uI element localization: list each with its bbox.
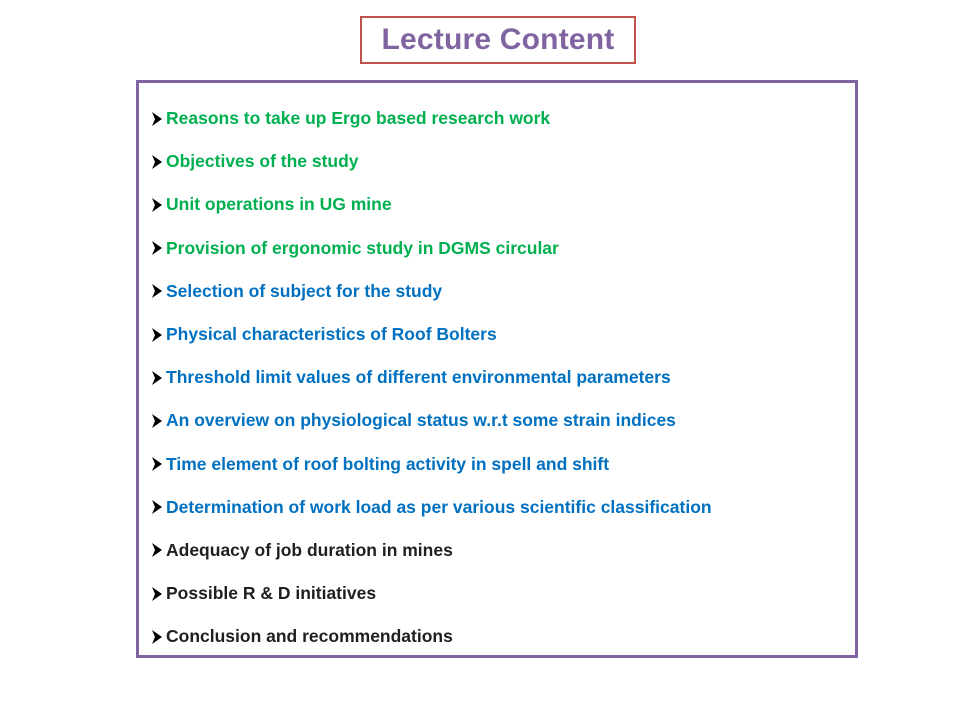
arrowhead-bullet-icon (151, 283, 163, 299)
list-item (151, 183, 847, 226)
arrowhead-bullet-icon (151, 154, 163, 170)
arrowhead-bullet-icon (151, 370, 163, 386)
list-item-label: Objectives of the study (166, 151, 359, 172)
list-item-label: Time element of roof bolting activity in spell and shift (166, 453, 610, 474)
arrowhead-bullet-icon (151, 197, 163, 213)
list-item-label: An overview on physiological status w.r.t some strain indices (166, 410, 676, 431)
list-item (151, 140, 847, 183)
arrowhead-bullet-icon (151, 413, 163, 429)
list-item (151, 399, 847, 442)
list-item (151, 572, 847, 615)
list-item-label: Adequacy of job duration in mines (166, 539, 453, 560)
list-item-label: Physical characteristics of Roof Bolters (166, 324, 497, 345)
lecture-content-list (151, 97, 847, 658)
list-item-label: Threshold limit values of different environmental parameters (166, 367, 671, 388)
list-item-label: Selection of subject for the study (166, 280, 443, 301)
list-item (151, 227, 847, 270)
arrowhead-bullet-icon (151, 240, 163, 256)
list-item-label: Provision of ergonomic study in DGMS circular (166, 237, 559, 258)
arrowhead-bullet-icon (151, 456, 163, 472)
arrowhead-bullet-icon (151, 327, 163, 343)
list-item-label: Reasons to take up Ergo based research work (166, 108, 551, 129)
arrowhead-bullet-icon (151, 629, 163, 645)
content-box (136, 80, 858, 658)
list-item-label: Unit operations in UG mine (166, 194, 392, 215)
list-item (151, 486, 847, 529)
arrowhead-bullet-icon (151, 499, 163, 515)
list-item (151, 615, 847, 658)
arrowhead-bullet-icon (151, 586, 163, 602)
arrowhead-bullet-icon (151, 542, 163, 558)
list-item (151, 443, 847, 486)
list-item-label: Possible R & D initiatives (166, 583, 377, 604)
list-item (151, 356, 847, 399)
arrowhead-bullet-icon (151, 111, 163, 127)
list-item (151, 270, 847, 313)
list-item-label: Conclusion and recommendations (166, 626, 453, 647)
list-item-label: Determination of work load as per various scientific classification (166, 496, 712, 517)
slide-title: Lecture Content (381, 23, 615, 56)
list-item (151, 313, 847, 356)
list-item (151, 97, 847, 140)
list-item (151, 529, 847, 572)
title-box (360, 16, 636, 64)
